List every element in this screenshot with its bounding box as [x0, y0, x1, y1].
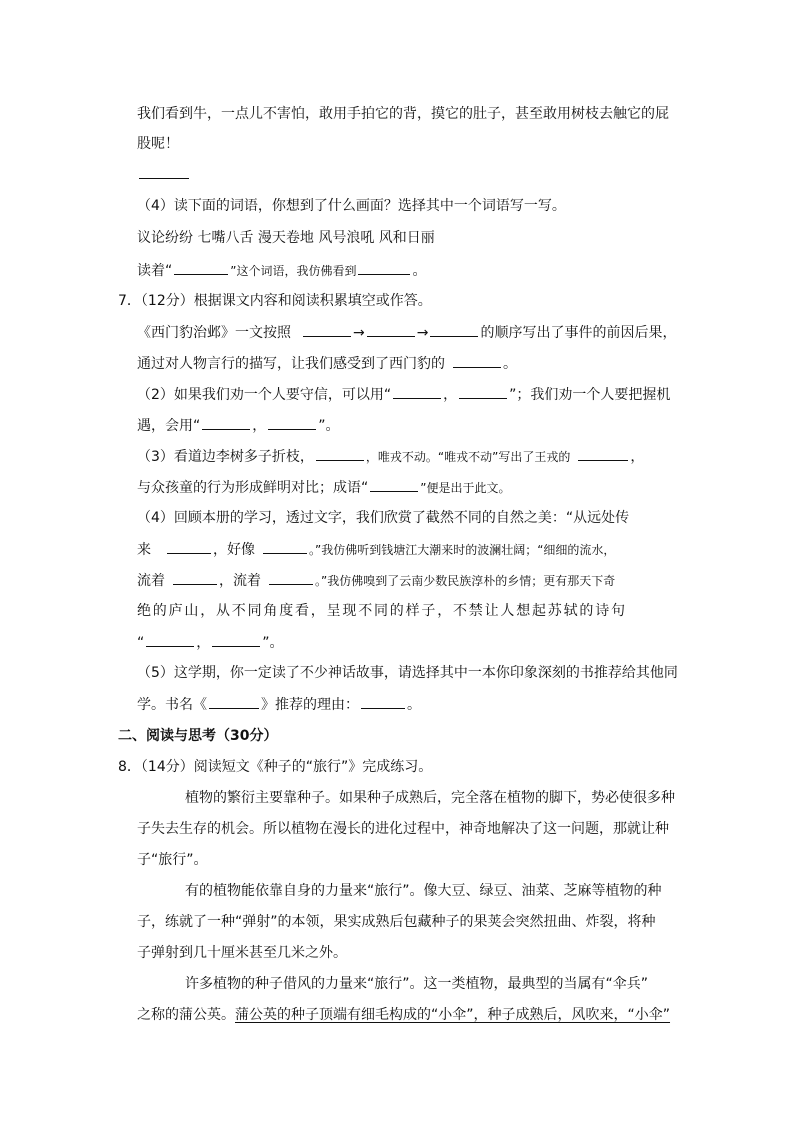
q7-p1-text-a: 《西门豹治邺》一文按照	[137, 325, 291, 341]
q7-p2-comma: ，	[252, 418, 267, 434]
q6-4-read-text-b: ”这个词语，我仿佛看到	[230, 264, 357, 278]
q7-p1-blank-1[interactable]	[303, 322, 351, 337]
q7-p2-blank-4[interactable]	[268, 415, 316, 430]
q7-p5-line2	[137, 694, 421, 715]
q7-p4-text-c: ，好像	[213, 542, 255, 558]
q7-p1-blank-4[interactable]	[453, 353, 501, 368]
q6-4-read-line	[137, 260, 426, 281]
section-2-title: 二、阅读与思考（30分）	[118, 728, 278, 744]
q7-header: 7．（12分）根据课文内容和阅读积累填空或作答。	[118, 293, 432, 309]
q8-para2-line3: 子弹射到几十厘米甚至几米之外。	[137, 945, 347, 961]
q8-para3-underlined-sentence: 蒲公英的种子顶端有细毛构成的“小伞”，种子成熟后，风吹来，“小伞”	[235, 1007, 671, 1023]
q7-p4-text-i: “	[137, 635, 145, 651]
q7-p4-text-j: ”。	[262, 635, 284, 651]
q7-p1-blank-3[interactable]	[430, 322, 478, 337]
q8-para3-line1: 许多植物的种子借风的力量来“旅行”。这一类植物，最典型的当属有“伞兵”	[185, 976, 649, 992]
q7-p2-blank-2[interactable]	[459, 384, 507, 399]
q7-p3-text-c: 与众孩童的行为形成鲜明对比；成语“	[137, 480, 369, 496]
q8-para1-line2: 子失去生存的机会。所以植物在漫长的进化过程中，神奇地解决了这一问题，那就让种	[137, 821, 669, 837]
q7-p1-line1	[137, 322, 676, 343]
q6-sentence-line1: 我们看到牛，一点儿不害怕，敢用手拍它的背，摸它的肚子，甚至敢用树枝去触它的屁	[137, 106, 669, 122]
q8-para1-line1: 植物的繁衍主要靠种子。如果种子成熟后，完全落在植物的脚下，势必使很多种	[185, 790, 675, 806]
q7-p5-blank-title[interactable]	[209, 694, 259, 709]
q7-p3-text-a: （3）看道边李树多子折枝，	[137, 449, 314, 465]
arrow-icon: →	[416, 325, 429, 341]
q7-p3-text-d: ”便是出于此文。	[420, 481, 511, 495]
q8-para2-line2: 子，练就了一种“弹射”的本领，果实成熟后包藏种子的果荚会突然扭曲、炸裂，将种	[137, 914, 656, 930]
q7-p4-blank-4[interactable]	[269, 570, 313, 585]
q7-p4-blank-5[interactable]	[146, 632, 194, 647]
q7-p4-line1: （4）回顾本册的学习，透过文字，我们欣赏了截然不同的自然之美：“从远处传	[137, 510, 630, 526]
q7-p2-text-a: （2）如果我们劝一个人要守信，可以用“	[137, 387, 392, 403]
q7-p3-text-b: ，唯戎不动。“唯戎不动”写出了王戎的	[365, 450, 571, 464]
q7-p5-period: 。	[407, 697, 421, 713]
q7-p2-text-b: ”；我们劝一个人要把握机	[509, 387, 671, 403]
q7-p4-blank-1[interactable]	[167, 539, 211, 554]
q8-header: 8．（14分）阅读短文《种子的“旅行”》完成练习。	[118, 759, 433, 775]
q7-p2-line1	[137, 384, 670, 405]
q6-4-read-text-c: 。	[412, 263, 427, 279]
q7-p4-blank-3[interactable]	[173, 570, 217, 585]
q7-p4-line5	[137, 632, 284, 653]
q7-p5-blank-reason[interactable]	[361, 694, 405, 709]
q7-p2-blank-3[interactable]	[202, 415, 250, 430]
q7-p4-text-b: 来	[137, 542, 151, 558]
q7-p2-line2	[137, 415, 340, 436]
q6-sentence-line2: 股呢！	[137, 136, 179, 152]
q7-p3-line1	[137, 446, 644, 467]
q8-para3-line2	[137, 1005, 670, 1025]
q7-p5-text-b: 学。书名《	[137, 697, 207, 713]
q7-p4-line2	[137, 539, 615, 560]
q7-p2-text-c: 遇，会用“	[137, 418, 201, 434]
q7-p4-text-e: 流着	[137, 573, 165, 589]
q6-answer-line[interactable]	[137, 164, 191, 185]
q7-p3-comma: ，	[630, 449, 645, 465]
q7-p4-blank-2[interactable]	[263, 539, 307, 554]
q8-para3-text-a: 之称的蒲公英。	[137, 1007, 235, 1023]
q6-4-blank-scene[interactable]	[358, 260, 410, 275]
q7-p5-line1: （5）这学期，你一定读了不少神话故事，请选择其中一本你印象深刻的书推荐给其他同	[137, 665, 678, 681]
q6-4-prompt: （4）读下面的词语，你想到了什么画面？选择其中一个词语写一写。	[137, 198, 566, 214]
q7-p1-blank-2[interactable]	[367, 322, 415, 337]
q7-p4-line4: 绝的庐山，从不同角度看，呈现不同的样子，不禁让人想起苏轼的诗句	[137, 603, 627, 619]
q6-4-blank-word[interactable]	[174, 260, 228, 275]
q7-p3-blank-2[interactable]	[578, 446, 628, 461]
q6-4-read-text-a: 读着“	[137, 263, 173, 279]
q7-p4-text-f: ，流着	[219, 573, 261, 589]
q7-p4-comma: ，	[196, 635, 211, 651]
q7-p4-line3	[137, 570, 615, 591]
q7-p4-text-d: 。”我仿佛听到钱塘江大潮来时的波澜壮阔；“细细的流水，	[309, 543, 616, 557]
q7-p3-blank-3[interactable]	[370, 477, 418, 492]
q8-para2-line1: 有的植物能依靠自身的力量来“旅行”。像大豆、绿豆、油菜、芝麻等植物的种	[185, 883, 662, 899]
q7-p3-blank-1[interactable]	[316, 446, 364, 461]
q7-p4-blank-6[interactable]	[212, 632, 260, 647]
q7-p4-text-g: 。”我仿佛嗅到了云南少数民族淳朴的乡情；更有那天下奇	[315, 574, 616, 588]
q7-p1-line2	[137, 353, 517, 374]
q7-p1-text-b: 的顺序写出了事件的前因后果，	[480, 325, 677, 341]
q7-p2-blank-1[interactable]	[393, 384, 441, 399]
q7-p1-period: 。	[503, 356, 517, 372]
q8-para1-line3: 子“旅行”。	[137, 852, 208, 868]
q7-p2-text-d: ”。	[318, 418, 340, 434]
q7-p5-text-c: 》推荐的理由：	[261, 697, 359, 713]
q7-p2-comma: ，	[443, 387, 458, 403]
q7-p1-text-c: 通过对人物言行的描写，让我们感受到了西门豹的	[137, 356, 445, 372]
q7-p3-line2	[137, 477, 510, 498]
q6-4-words: 议论纷纷 七嘴八舌 漫天卷地 风号浪吼 风和日丽	[137, 230, 435, 246]
arrow-icon: →	[353, 325, 365, 341]
